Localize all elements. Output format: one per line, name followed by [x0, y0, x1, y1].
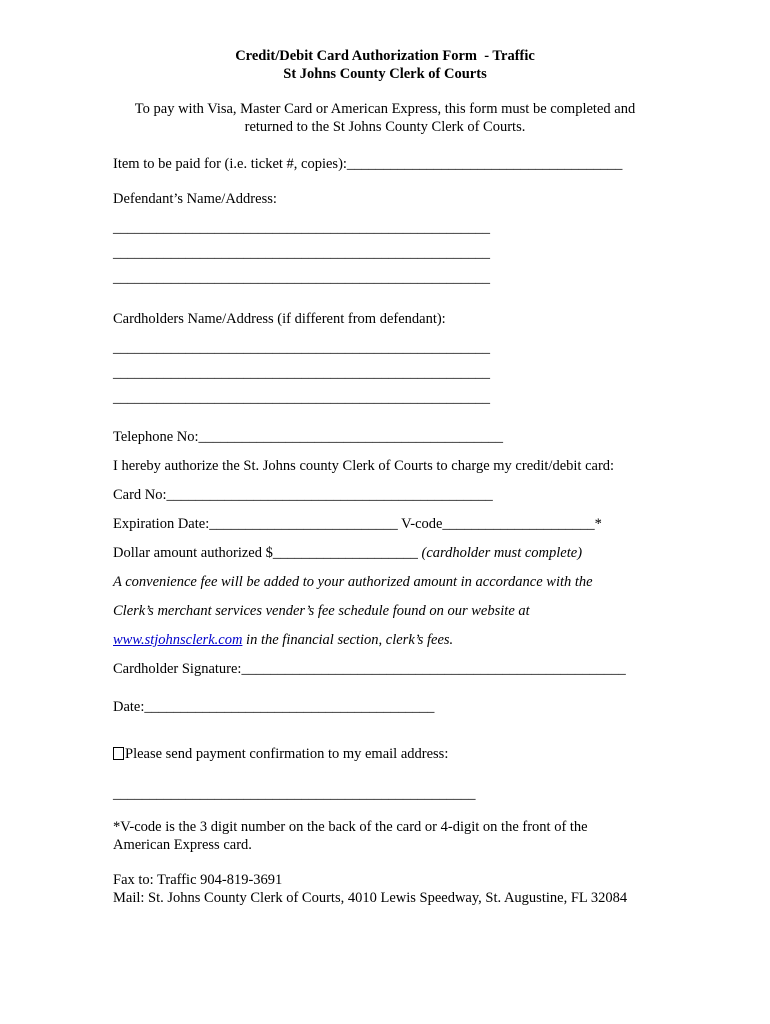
item-field[interactable]: Item to be paid for (i.e. ticket #, copies):______________________________________	[113, 156, 623, 172]
fax-info: Fax to: Traffic 904-819-3691	[113, 872, 283, 888]
email-confirmation-label: Please send payment confirmation to my email address:	[125, 746, 449, 762]
card-number-field[interactable]: Card No:_____________________________________________	[113, 487, 493, 503]
dollar-amount-note: (cardholder must complete)	[421, 545, 583, 561]
form-subtitle: St Johns County Clerk of Courts	[283, 66, 487, 82]
email-address-line[interactable]: __________________________________________________	[113, 786, 476, 802]
defendant-line-1[interactable]: ____________________________________________________	[113, 220, 490, 236]
intro-line-2: returned to the St Johns County Clerk of Courts.	[244, 119, 526, 135]
authorization-statement: I hereby authorize the St. Johns county Clerk of Courts to charge my credit/debit card:	[113, 458, 615, 474]
defendant-line-3[interactable]: ____________________________________________________	[113, 270, 490, 286]
fee-notice-line-1: A convenience fee will be added to your authorized amount in accordance with the	[113, 574, 593, 590]
mail-address: Mail: St. Johns County Clerk of Courts, 4010 Lewis Speedway, St. Augustine, FL 32084	[113, 890, 628, 906]
intro-line-1: To pay with Visa, Master Card or American Express, this form must be completed and	[134, 101, 636, 117]
defendant-line-2[interactable]: ____________________________________________________	[113, 245, 490, 261]
fee-notice-line-2: Clerk’s merchant services vender’s fee schedule found on our website at	[113, 603, 530, 619]
vcode-note-line-1: *V-code is the 3 digit number on the back of the card or 4-digit on the front of the	[113, 819, 588, 835]
expiration-vcode-field[interactable]: Expiration Date:__________________________ V-code_____________________*	[113, 516, 602, 532]
cardholder-line-3[interactable]: ____________________________________________________	[113, 390, 490, 406]
email-confirmation-checkbox[interactable]	[113, 747, 124, 760]
defendant-label: Defendant’s Name/Address:	[113, 191, 277, 207]
email-confirmation-row	[113, 746, 448, 763]
cardholder-line-1[interactable]: ____________________________________________________	[113, 340, 490, 356]
form-title: Credit/Debit Card Authorization Form - Traffic	[235, 48, 535, 64]
dollar-amount-field[interactable]	[113, 545, 582, 562]
vcode-note-line-2: American Express card.	[113, 837, 252, 853]
cardholder-label: Cardholders Name/Address (if different from defendant):	[113, 311, 446, 327]
fee-notice-line-3	[113, 632, 453, 649]
telephone-field[interactable]: Telephone No:__________________________________________	[113, 429, 504, 445]
date-field[interactable]: Date:________________________________________	[113, 699, 435, 715]
website-link[interactable]: www.stjohnsclerk.com	[113, 632, 243, 648]
signature-field[interactable]: Cardholder Signature:_____________________________________________________	[113, 661, 626, 677]
dollar-amount-label[interactable]: Dollar amount authorized $____________________	[113, 545, 422, 561]
cardholder-line-2[interactable]: ____________________________________________________	[113, 365, 490, 381]
fee-notice-line-3-text: in the financial section, clerk’s fees.	[242, 632, 454, 648]
